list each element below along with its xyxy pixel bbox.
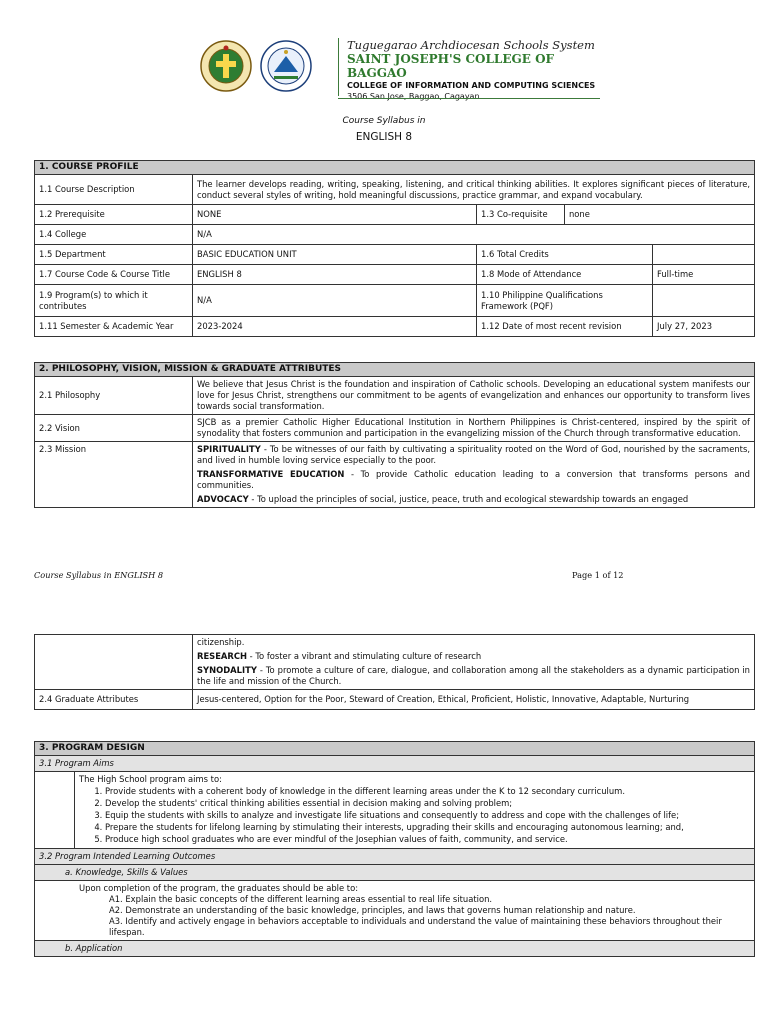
pqf-value [653, 285, 755, 317]
mission-key: SPIRITUALITY [197, 444, 261, 454]
field-label: 2.2 Vision [35, 415, 193, 442]
ilo-item: A2. Demonstrate an understanding of the basic knowledge, principles, and laws that governs human relationship and nature. [109, 905, 636, 915]
field-label: 1.2 Prerequisite [35, 205, 193, 225]
mission-text [193, 442, 755, 508]
corequisite-value: none [565, 205, 755, 225]
semester-value: 2023-2024 [193, 317, 477, 337]
page-2 [0, 600, 768, 1024]
aim-item: 3. Equip the students with skills to analyze and investigate life situations and consequently to address and cope with the challenges of life; [105, 810, 750, 821]
field-label: 2.3 Mission [35, 442, 193, 508]
letterhead-text [338, 38, 600, 101]
mission-desc: - To provide Catholic education leading to a conversion that transforms persons and communities. [197, 469, 750, 490]
department-value: BASIC EDUCATION UNIT [193, 245, 477, 265]
school-name: SAINT JOSEPH'S COLLEGE OF BAGGAO [347, 52, 555, 80]
subsection-heading: 3.1 Program Aims [35, 756, 755, 772]
ilo-item: A1. Explain the basic concepts of the different learning areas essential to real life situation. [109, 894, 493, 904]
college-value: N/A [193, 225, 755, 245]
aims-intro: The High School program aims to: [79, 774, 222, 784]
aim-item: 5. Produce high school graduates who are ever mindful of the Josephian values of faith, community, and service. [105, 834, 750, 845]
mission-desc: citizenship. [197, 637, 245, 647]
program-aims [75, 772, 755, 849]
field-label: 1.1 Course Description [35, 175, 193, 205]
field-label: 1.6 Total Credits [477, 245, 653, 265]
subsection-heading: b. Application [35, 941, 755, 957]
mission-key: RESEARCH [197, 651, 248, 661]
system-name: Tuguegarao Archdiocesan Schools System [347, 38, 595, 52]
aim-item: 4. Prepare the students for lifelong learning by stimulating their interests, upgrading their skills and encouraging autonomous learning; and, [105, 822, 750, 833]
credits-value [653, 245, 755, 265]
mission-key: TRANSFORMATIVE EDUCATION [197, 469, 345, 479]
field-label: 1.7 Course Code & Course Title [35, 265, 193, 285]
course-profile-table [34, 160, 755, 337]
mission-key: ADVOCACY [197, 494, 249, 504]
section-heading: 1. COURSE PROFILE [35, 161, 755, 175]
subsection-heading: 3.2 Program Intended Learning Outcomes [35, 849, 755, 865]
field-label: 2.1 Philosophy [35, 377, 193, 415]
course-description: The learner develops reading, writing, speaking, listening, and critical thinking abilities. It explores significant pieces of literature, conduct several styles of writing, hold meaningful discussions, practice grammar, and expand vocabulary. [193, 175, 755, 205]
doc-title: ENGLISH 8 [355, 131, 413, 143]
mission-continued-table [34, 634, 755, 710]
field-label: 1.10 Philippine Qualifications Framework (PQF) [477, 285, 653, 317]
field-label: 1.11 Semester & Academic Year [35, 317, 193, 337]
mission-desc: - To upload the principles of social, justice, peace, truth and ecological stewardship towards an engaged [248, 494, 689, 504]
program-value: N/A [193, 285, 477, 317]
ilo-intro: Upon completion of the program, the graduates should be able to: [79, 883, 359, 893]
footer-left: Course Syllabus in ENGLISH 8 [34, 570, 164, 580]
empty-cell [35, 635, 193, 690]
field-label: 1.9 Program(s) to which it contributes [35, 285, 193, 317]
mission-text-continued [193, 635, 755, 690]
course-code-value: ENGLISH 8 [193, 265, 477, 285]
section-heading: 2. PHILOSOPHY, VISION, MISSION & GRADUATE ATTRIBUTES [35, 363, 755, 377]
mission-desc: - To promote a culture of care, dialogue, and collaboration among all the stakeholders as a dynamic participation in the life and mission of the Church. [197, 665, 750, 686]
program-design-table [34, 741, 755, 957]
archdiocesan-seal-logo [200, 40, 252, 92]
doc-subtitle: Course Syllabus in [342, 116, 426, 126]
ilo-item: A3. Identify and actively engage in behaviors acceptable to individuals and understand the value of maintaining these behaviors throughout their lifespan. [109, 916, 722, 937]
vision-text: SJCB as a premier Catholic Higher Educational Institution in Northern Philippines is Christ-centered, inspired by the spirit of synodality that fosters communion and participation in the evangelizing mission of the Church through transformative education. [193, 415, 755, 442]
college-name: COLLEGE OF INFORMATION AND COMPUTING SCIENCES [347, 81, 596, 90]
field-label: 2.4 Graduate Attributes [35, 690, 193, 710]
empty-cell [35, 772, 75, 849]
mission-desc: - To foster a vibrant and stimulating culture of research [247, 651, 482, 661]
footer-page-number: Page 1 of 12 [572, 570, 624, 580]
field-label: 1.5 Department [35, 245, 193, 265]
letterhead [200, 34, 600, 100]
prerequisite-value: NONE [193, 205, 477, 225]
mission-desc: - To be witnesses of our faith by cultivating a spirituality rooted on the Word of God, nourished by the sacraments, and lived in humble loving service especially to the poor. [197, 444, 750, 465]
field-label: 1.12 Date of most recent revision [477, 317, 653, 337]
section-heading: 3. PROGRAM DESIGN [35, 742, 755, 756]
ilo-block [35, 881, 755, 941]
revision-date-value: July 27, 2023 [653, 317, 755, 337]
mode-value: Full-time [653, 265, 755, 285]
graduate-attributes: Jesus-centered, Option for the Poor, Steward of Creation, Ethical, Proficient, Holistic, Innovative, Adaptable, Nurturing [193, 690, 755, 710]
field-label: 1.8 Mode of Attendance [477, 265, 653, 285]
philosophy-table [34, 362, 755, 508]
philosophy-text: We believe that Jesus Christ is the foundation and inspiration of Catholic schools. Developing an educational system manifests our love for Jesus Christ, strengthens our commitment to be agents of evangelization and enhances our opportunity to transform lives towards social transformation. [193, 377, 755, 415]
aim-item: 2. Develop the students' critical thinking abilities essential in decision making and solving problem; [105, 798, 750, 809]
header-rule [338, 98, 600, 99]
subsection-heading: a. Knowledge, Skills & Values [35, 865, 755, 881]
college-seal-logo [260, 40, 312, 92]
field-label: 1.4 College [35, 225, 193, 245]
field-label: 1.3 Co-requisite [477, 205, 565, 225]
mission-key: SYNODALITY [197, 665, 257, 675]
school-address: 3506 San Jose, Baggao, Cagayan [347, 92, 480, 101]
aim-item: 1. Provide students with a coherent body of knowledge in the different learning areas under the K to 12 secondary curriculum. [105, 786, 750, 797]
